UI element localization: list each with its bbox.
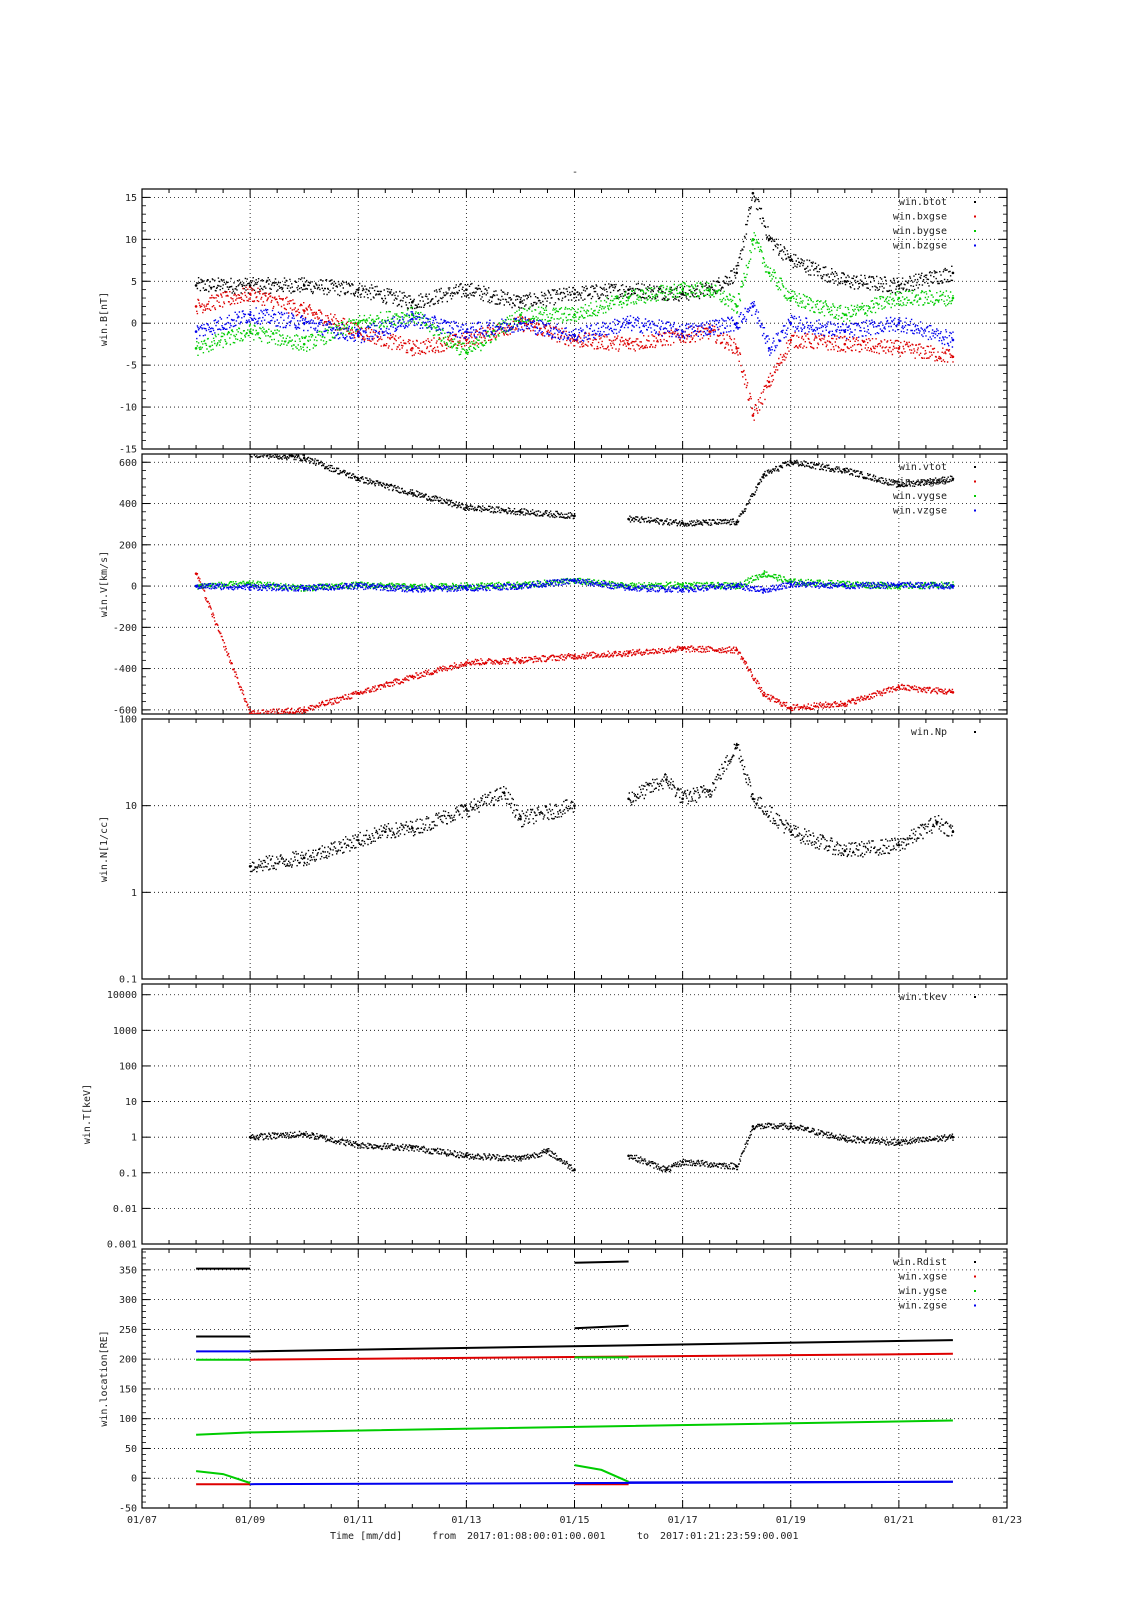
y-tick-label: 10 [124,234,137,246]
legend-label: win.ygse [898,1286,947,1297]
data-point [195,284,198,287]
legend-marker [974,1305,976,1307]
series-line-win.Rdist [250,1340,953,1351]
data-point [665,778,668,781]
y-tick-label: 100 [118,1061,137,1073]
legend-marker [974,996,976,998]
legend-label: win.vzgse [892,505,947,517]
y-tick-label: 350 [118,1265,137,1277]
y-tick-label: 1000 [112,1025,137,1037]
series-win.tkev [249,1123,954,1171]
data-point [898,284,901,287]
series-line-win.ygse [196,1421,953,1435]
y-tick-label: -50 [118,1503,137,1515]
panel-v [99,451,1007,716]
from-label: from [432,1531,457,1542]
y-tick-label: 0 [130,318,137,330]
y-tick-label: 300 [118,1295,137,1307]
data-point [681,288,684,291]
data-point [249,453,252,456]
x-axis-footer [330,1531,798,1542]
legend-label: win.Rdist [892,1257,947,1268]
x-tick-label: 01/11 [343,1515,374,1526]
legend-marker [974,216,976,218]
data-point [465,288,468,291]
y-tick-label: 1 [130,887,137,899]
y-tick-label: -600 [112,705,137,717]
legend [893,197,976,252]
data-point [708,288,711,291]
data-point [195,305,198,308]
data-point [519,301,522,304]
data-point [789,830,792,833]
legend-label: win.vygse [892,491,947,502]
legend-marker [974,466,976,468]
data-point [752,192,755,195]
data-point [573,314,576,317]
y-tick-label: 0 [130,1473,137,1485]
series-line-win.Rdist [575,1326,629,1328]
y-tick-label: 10 [124,801,137,813]
y-axis-label: win.V[km/s] [99,550,110,618]
data-point [303,857,306,860]
legend-marker [974,1261,976,1263]
legend-label: win.bygse [892,226,947,237]
series-scatter-win.bxgse [196,287,954,420]
y-axis-label: win.location[RE] [99,1330,110,1427]
y-tick-label: 400 [118,499,137,511]
legend-label: win.vtot [898,462,947,473]
x-tick-label: 01/19 [775,1515,806,1526]
data-point [735,322,738,325]
panel-n [99,715,1007,986]
to-value: 2017:01:21:23:59:00.001 [660,1531,799,1542]
panel-b [99,189,1007,456]
y-tick-label: 0.001 [106,1239,137,1251]
y-tick-label: 5 [130,276,137,288]
legend-label: win.bzgse [892,240,947,252]
legend [911,727,976,738]
y-tick-label: 0.1 [118,974,137,986]
data-point [898,347,901,350]
y-tick-label: -5 [124,360,137,372]
data-point [357,334,360,337]
x-tick-label: 01/23 [991,1515,1023,1526]
x-tick-label: 01/13 [451,1515,482,1526]
x-axis-label: Time [mm/dd] [330,1531,403,1542]
y-axis-label: win.B[nT] [99,291,110,347]
y-tick-label: 100 [118,1414,137,1426]
y-tick-label: 600 [118,457,137,469]
data-point [411,827,414,830]
y-tick-label: -200 [112,622,137,634]
series-scatter-win.Np [250,744,954,872]
series-scatter-win.tkev [250,1123,954,1171]
series-scatter-win.bzgse [196,302,954,356]
x-tick-label: 01/15 [559,1515,590,1526]
data-point [303,343,306,346]
data-point [411,318,414,321]
y-tick-label: -15 [118,444,137,456]
legend-label: win.Np [910,727,947,738]
data-point [768,381,771,384]
data-point [665,1169,668,1172]
series-line-win.Rdist [575,1262,629,1263]
chart-title: - [571,167,579,178]
data-point [411,1147,414,1150]
y-axis-label: win.N[1/cc] [99,815,110,883]
legend-marker [974,245,976,247]
legend-marker [974,201,976,203]
data-point [681,798,684,801]
data-point [844,343,847,346]
series-line-win.ygse [575,1465,629,1482]
data-point [249,330,252,333]
y-tick-label: 0.1 [118,1168,137,1180]
y-tick-label: 250 [118,1324,137,1336]
data-point [195,330,198,333]
y-tick-label: 0 [130,581,137,593]
from-value: 2017:01:08:00:01:00.001 [467,1531,606,1542]
legend-label: win.btot [898,197,947,208]
x-tick-labels [127,1515,1022,1526]
data-point [195,347,198,350]
data-point [898,297,901,300]
data-point [357,839,360,842]
y-tick-label: -10 [118,402,137,414]
y-tick-label: -400 [112,664,137,676]
panel-t [82,984,1007,1251]
y-tick-label: 200 [118,1354,137,1366]
legend-label: win.xgse [898,1271,947,1283]
data-point [708,326,711,329]
legend-marker [974,731,976,733]
series-win.Np [249,744,954,872]
y-tick-label: 10 [124,1097,137,1109]
legend-label: win.vxgse [892,476,947,488]
series-win.btot [195,189,954,309]
data-point [735,347,738,350]
x-tick-label: 01/07 [126,1515,158,1526]
to-label: to [637,1531,650,1542]
x-tick-label: 01/09 [235,1515,266,1526]
plot-area [249,1123,954,1171]
data-point [952,297,955,300]
y-tick-label: 150 [118,1384,137,1396]
data-point [465,330,468,333]
legend [893,462,976,517]
data-point [768,347,771,350]
legend-marker [974,481,976,483]
legend-label: win.bxgse [892,211,947,223]
y-tick-label: 10000 [106,990,137,1002]
x-tick-label: 01/17 [667,1515,698,1526]
data-point [573,293,576,296]
y-tick-label: 200 [118,540,137,552]
legend-label: win.zgse [898,1300,947,1312]
data-point [952,339,955,342]
legend [893,1257,976,1312]
legend-marker [974,495,976,497]
y-axis-label: win.T[keV] [82,1083,93,1145]
plot-area [196,1262,953,1485]
y-tick-label: 50 [124,1443,137,1455]
y-tick-label: 1 [130,1132,137,1144]
legend-label: win.tkev [898,992,947,1003]
legend-marker [974,230,976,232]
series-line-win.zgse [629,1482,953,1483]
legend-marker [974,510,976,512]
y-tick-label: 100 [118,714,137,726]
y-tick-label: 15 [124,192,137,204]
data-point [519,818,522,821]
x-tick-label: 01/21 [883,1515,914,1526]
legend-marker [974,1276,976,1278]
data-point [627,1154,630,1157]
y-tick-label: 0.01 [112,1203,137,1215]
data-point [249,314,252,317]
data-point [898,322,901,325]
data-point [735,272,738,275]
legend-marker [974,1290,976,1292]
series-scatter-win.btot [196,189,954,309]
series-scatter-win.vtot [250,451,954,526]
plot-area [249,744,954,872]
series-scatter-win.vxgse [196,574,954,717]
legend [899,992,976,1003]
panel-loc [99,1249,1007,1515]
series-line-win.ygse [196,1471,250,1483]
